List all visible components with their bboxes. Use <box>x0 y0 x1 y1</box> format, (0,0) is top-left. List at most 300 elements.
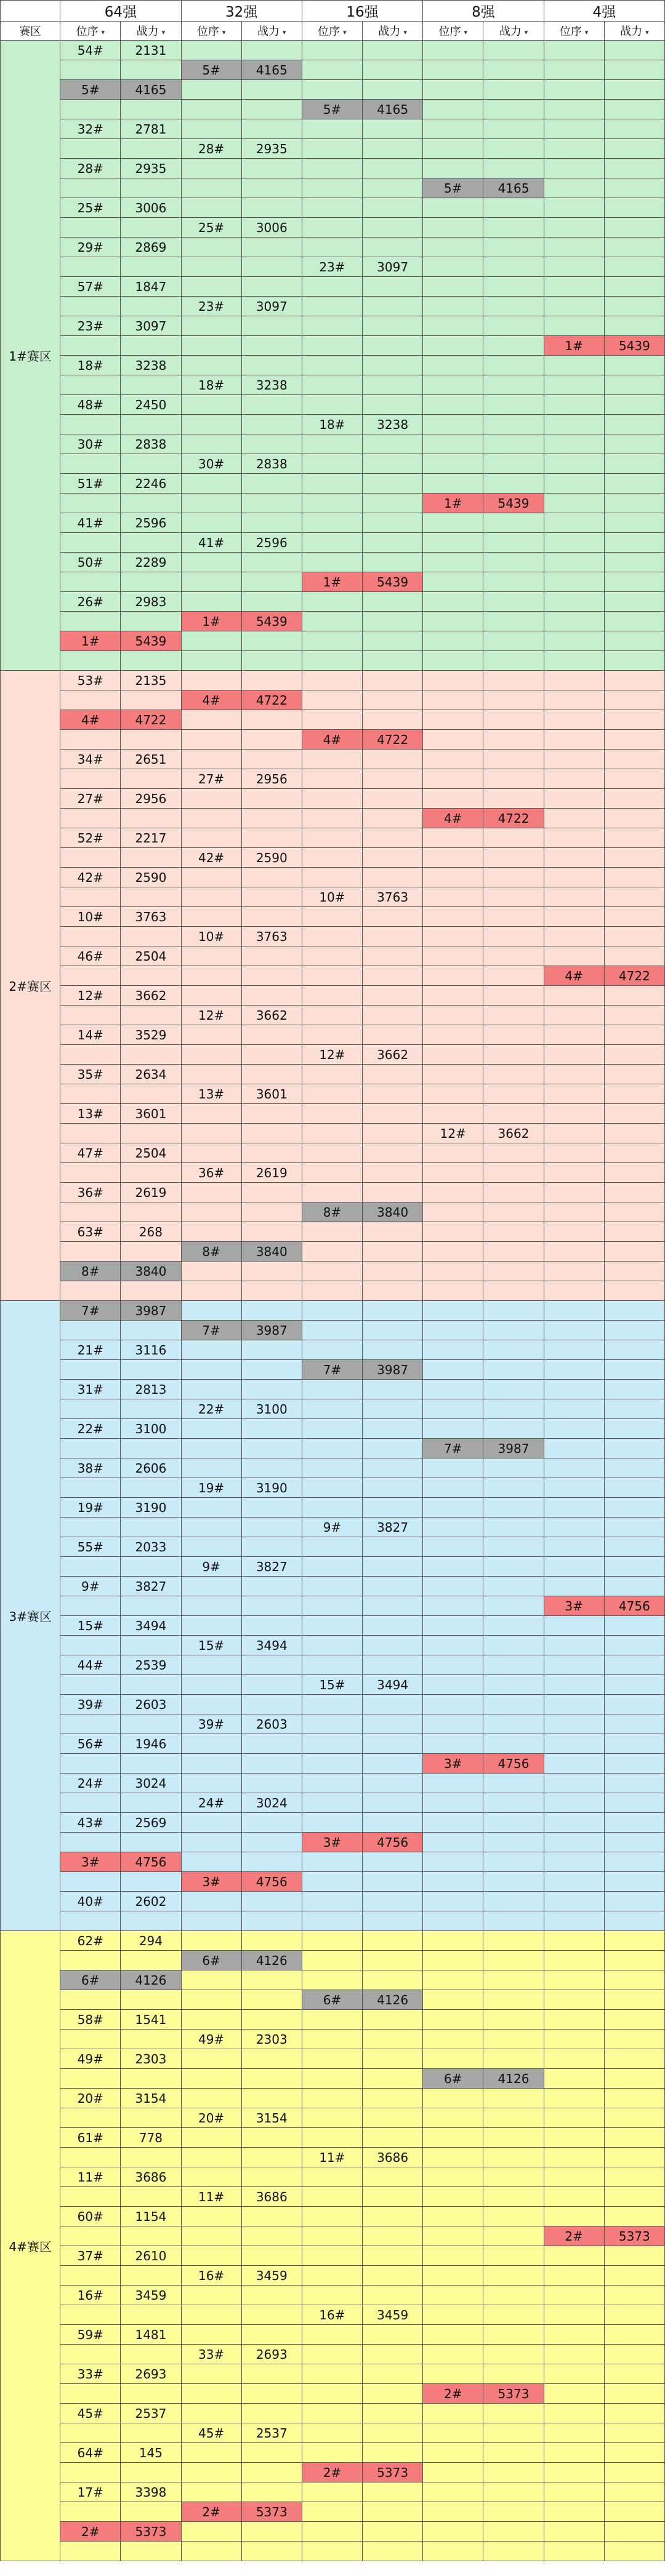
empty-cell <box>181 316 241 336</box>
position-cell: 2# <box>423 2384 483 2404</box>
empty-cell <box>302 769 362 789</box>
table-row <box>1 2128 665 2148</box>
empty-cell <box>604 139 664 159</box>
empty-cell <box>60 178 121 198</box>
empty-cell <box>181 1281 241 1301</box>
empty-cell <box>423 1892 483 1911</box>
position-cell: 22# <box>60 1419 121 1439</box>
empty-cell <box>363 1281 423 1301</box>
position-cell: 46# <box>60 946 121 966</box>
round-header-32: 32强 <box>181 1 302 22</box>
empty-cell <box>363 513 423 533</box>
empty-cell <box>483 198 544 218</box>
empty-cell <box>544 809 604 828</box>
empty-cell <box>241 316 302 336</box>
empty-cell <box>483 1931 544 1951</box>
empty-cell <box>121 454 181 474</box>
power-cell: 4756 <box>241 1872 302 1892</box>
empty-cell <box>604 868 664 887</box>
empty-cell <box>544 159 604 178</box>
empty-cell <box>423 868 483 887</box>
empty-cell <box>363 2482 423 2502</box>
power-cell: 2217 <box>121 828 181 848</box>
empty-cell <box>60 1439 121 1458</box>
empty-cell <box>604 2502 664 2522</box>
empty-cell <box>483 1202 544 1222</box>
empty-cell <box>241 356 302 375</box>
empty-cell <box>60 2226 121 2246</box>
empty-cell <box>483 1222 544 1242</box>
empty-cell <box>604 809 664 828</box>
empty-cell <box>544 454 604 474</box>
empty-cell <box>604 1143 664 1163</box>
empty-cell <box>302 60 362 80</box>
empty-cell <box>423 1163 483 1183</box>
empty-cell <box>363 1911 423 1931</box>
empty-cell <box>604 2010 664 2030</box>
empty-cell <box>423 434 483 454</box>
empty-cell <box>363 238 423 257</box>
empty-cell <box>121 2345 181 2364</box>
empty-cell <box>302 1104 362 1124</box>
empty-cell <box>363 198 423 218</box>
empty-cell <box>604 1458 664 1478</box>
empty-cell <box>544 277 604 297</box>
empty-cell <box>483 41 544 60</box>
empty-cell <box>604 1025 664 1045</box>
empty-cell <box>604 927 664 946</box>
empty-cell <box>544 592 604 612</box>
empty-cell <box>363 1754 423 1774</box>
empty-cell <box>60 454 121 474</box>
power-cell: 4722 <box>483 809 544 828</box>
empty-cell <box>60 218 121 238</box>
empty-cell <box>302 1498 362 1518</box>
position-cell: 20# <box>60 2089 121 2108</box>
empty-cell <box>60 1990 121 2010</box>
empty-cell <box>423 2542 483 2561</box>
empty-cell <box>423 1714 483 1734</box>
position-cell: 64# <box>60 2443 121 2463</box>
power-cell: 2956 <box>241 769 302 789</box>
empty-cell <box>363 1025 423 1045</box>
empty-cell <box>241 2069 302 2089</box>
empty-cell <box>423 1990 483 2010</box>
empty-cell <box>483 690 544 710</box>
empty-cell <box>604 1951 664 1970</box>
empty-cell <box>483 2502 544 2522</box>
empty-cell <box>363 2286 423 2305</box>
empty-cell <box>241 395 302 415</box>
empty-cell <box>181 986 241 1006</box>
empty-cell <box>121 1754 181 1774</box>
table-row <box>1 2345 665 2364</box>
position-cell: 60# <box>60 2207 121 2226</box>
empty-cell <box>181 1124 241 1143</box>
empty-cell <box>544 1695 604 1714</box>
empty-cell <box>544 1202 604 1222</box>
empty-cell <box>363 1596 423 1616</box>
table-row <box>1 1596 665 1616</box>
power-cell: 4165 <box>363 100 423 119</box>
empty-cell <box>241 651 302 671</box>
empty-cell <box>121 533 181 553</box>
power-cell: 2693 <box>241 2345 302 2364</box>
empty-cell <box>423 1045 483 1065</box>
empty-cell <box>241 474 302 494</box>
zone-label: 2#赛区 <box>1 671 60 1301</box>
empty-cell <box>483 1321 544 1340</box>
empty-cell <box>302 2089 362 2108</box>
power-cell: 3763 <box>121 907 181 927</box>
empty-cell <box>483 1281 544 1301</box>
empty-cell <box>60 651 121 671</box>
empty-cell <box>604 198 664 218</box>
empty-cell <box>544 1242 604 1262</box>
filter-dropdown-icon[interactable]: ▾ <box>161 28 166 36</box>
table-row <box>1 2108 665 2128</box>
empty-cell <box>181 474 241 494</box>
empty-cell <box>363 986 423 1006</box>
empty-cell <box>241 415 302 434</box>
empty-cell <box>423 1006 483 1025</box>
table-row <box>1 2010 665 2030</box>
position-cell: 28# <box>181 139 241 159</box>
table-row <box>1 868 665 887</box>
position-cell: 12# <box>60 986 121 1006</box>
empty-cell <box>241 1577 302 1596</box>
empty-cell <box>302 2364 362 2384</box>
empty-cell <box>302 868 362 887</box>
empty-cell <box>604 41 664 60</box>
power-cell: 2539 <box>121 1655 181 1675</box>
empty-cell <box>60 2423 121 2443</box>
empty-cell <box>544 100 604 119</box>
empty-cell <box>121 1675 181 1695</box>
empty-cell <box>60 966 121 986</box>
position-cell: 5# <box>423 178 483 198</box>
empty-cell <box>181 494 241 513</box>
empty-cell <box>604 2522 664 2542</box>
filter-dropdown-icon[interactable]: ▾ <box>645 28 649 36</box>
table-row <box>1 2482 665 2502</box>
empty-cell <box>483 631 544 651</box>
power-cell: 268 <box>121 1222 181 1242</box>
empty-cell <box>483 1793 544 1813</box>
empty-cell <box>604 375 664 395</box>
position-cell: 1# <box>302 572 362 592</box>
empty-cell <box>483 612 544 631</box>
position-cell: 2# <box>181 2502 241 2522</box>
empty-cell <box>181 257 241 277</box>
empty-cell <box>544 1833 604 1852</box>
empty-cell <box>60 257 121 277</box>
table-row <box>1 1655 665 1675</box>
position-cell: 9# <box>181 1557 241 1577</box>
position-cell: 19# <box>60 1498 121 1518</box>
empty-cell <box>483 257 544 277</box>
empty-cell <box>181 1892 241 1911</box>
empty-cell <box>302 1852 362 1872</box>
empty-cell <box>544 2443 604 2463</box>
position-cell: 49# <box>181 2030 241 2049</box>
empty-cell <box>483 750 544 769</box>
empty-cell <box>483 1143 544 1163</box>
empty-cell <box>544 1478 604 1498</box>
empty-cell <box>363 1163 423 1183</box>
empty-cell <box>241 1596 302 1616</box>
table-row <box>1 1143 665 1163</box>
empty-cell <box>302 218 362 238</box>
position-cell: 26# <box>60 592 121 612</box>
empty-cell <box>483 1104 544 1124</box>
empty-cell <box>241 198 302 218</box>
empty-cell <box>241 80 302 100</box>
empty-cell <box>423 710 483 730</box>
empty-cell <box>483 2207 544 2226</box>
empty-cell <box>302 1557 362 1577</box>
empty-cell <box>181 1340 241 1360</box>
empty-cell <box>363 1695 423 1714</box>
power-cell: 3827 <box>241 1557 302 1577</box>
empty-cell <box>363 2246 423 2266</box>
empty-cell <box>60 1911 121 1931</box>
empty-cell <box>423 2089 483 2108</box>
empty-cell <box>121 1439 181 1458</box>
empty-cell <box>604 1518 664 1537</box>
empty-cell <box>363 41 423 60</box>
empty-cell <box>181 1675 241 1695</box>
power-cell: 3686 <box>121 2167 181 2187</box>
empty-cell <box>241 2148 302 2167</box>
table-row <box>1 1714 665 1734</box>
empty-cell <box>241 1380 302 1399</box>
filter-dropdown-icon[interactable]: ▾ <box>283 28 286 36</box>
empty-cell <box>302 2325 362 2345</box>
position-cell: 2# <box>60 2522 121 2542</box>
empty-cell <box>483 986 544 1006</box>
empty-cell <box>181 809 241 828</box>
empty-cell <box>544 986 604 1006</box>
empty-cell <box>483 1872 544 1892</box>
power-cell: 2838 <box>121 434 181 454</box>
empty-cell <box>181 1301 241 1321</box>
empty-cell <box>483 533 544 553</box>
empty-cell <box>544 1045 604 1065</box>
empty-cell <box>544 1537 604 1557</box>
empty-cell <box>241 887 302 907</box>
empty-cell <box>241 2482 302 2502</box>
empty-cell <box>483 1655 544 1675</box>
empty-cell <box>302 356 362 375</box>
empty-cell <box>363 1970 423 1990</box>
empty-cell <box>604 1478 664 1498</box>
empty-cell <box>544 651 604 671</box>
empty-cell <box>604 986 664 1006</box>
empty-cell <box>483 572 544 592</box>
filter-dropdown-icon[interactable]: ▾ <box>343 28 347 36</box>
empty-cell <box>544 513 604 533</box>
empty-cell <box>604 572 664 592</box>
empty-cell <box>423 2167 483 2187</box>
table-row <box>1 1262 665 1281</box>
empty-cell <box>544 1951 604 1970</box>
empty-cell <box>604 395 664 415</box>
empty-cell <box>483 592 544 612</box>
position-cell: 15# <box>60 1616 121 1636</box>
empty-cell <box>60 2187 121 2207</box>
empty-cell <box>363 1439 423 1458</box>
power-cell: 5439 <box>121 631 181 651</box>
empty-cell <box>121 2463 181 2482</box>
empty-cell <box>121 1202 181 1222</box>
empty-cell <box>604 1537 664 1557</box>
empty-cell <box>483 1006 544 1025</box>
filter-dropdown-icon[interactable]: ▾ <box>584 28 589 36</box>
empty-cell <box>604 316 664 336</box>
empty-cell <box>544 1616 604 1636</box>
table-row <box>1 1813 665 1833</box>
empty-cell <box>604 1714 664 1734</box>
empty-cell <box>363 139 423 159</box>
position-cell: 25# <box>60 198 121 218</box>
filter-dropdown-icon[interactable]: ▾ <box>222 28 226 36</box>
power-cell: 294 <box>121 1931 181 1951</box>
empty-cell <box>544 80 604 100</box>
empty-cell <box>302 494 362 513</box>
empty-cell <box>241 1911 302 1931</box>
zone-label: 1#赛区 <box>1 41 60 671</box>
table-row <box>1 434 665 454</box>
position-cell: 27# <box>181 769 241 789</box>
table-row <box>1 415 665 434</box>
filter-dropdown-icon[interactable]: ▾ <box>403 28 407 36</box>
empty-cell <box>423 1872 483 1892</box>
empty-cell <box>423 1655 483 1675</box>
position-cell: 30# <box>60 434 121 454</box>
empty-cell <box>483 375 544 395</box>
empty-cell <box>60 1596 121 1616</box>
power-cell: 3840 <box>241 1242 302 1262</box>
empty-cell <box>423 2187 483 2207</box>
filter-dropdown-icon[interactable]: ▾ <box>524 28 528 36</box>
empty-cell <box>604 2069 664 2089</box>
empty-cell <box>604 553 664 572</box>
filter-dropdown-icon[interactable]: ▾ <box>464 28 468 36</box>
empty-cell <box>181 1931 241 1951</box>
empty-cell <box>181 1911 241 1931</box>
empty-cell <box>181 1655 241 1675</box>
position-cell: 13# <box>181 1084 241 1104</box>
empty-cell <box>181 2167 241 2187</box>
empty-cell <box>363 395 423 415</box>
power-cell: 3601 <box>241 1084 302 1104</box>
empty-cell <box>60 809 121 828</box>
empty-cell <box>363 2049 423 2069</box>
power-cell: 3662 <box>363 1045 423 1065</box>
empty-cell <box>241 710 302 730</box>
empty-cell <box>241 1695 302 1714</box>
empty-cell <box>302 1321 362 1340</box>
empty-cell <box>363 2128 423 2148</box>
power-cell: 778 <box>121 2128 181 2148</box>
empty-cell <box>363 494 423 513</box>
table-row <box>1 690 665 710</box>
empty-cell <box>302 159 362 178</box>
empty-cell <box>483 1340 544 1360</box>
empty-cell <box>423 2226 483 2246</box>
empty-cell <box>363 2502 423 2522</box>
empty-cell <box>604 1754 664 1774</box>
empty-cell <box>241 1419 302 1439</box>
table-row <box>1 1892 665 1911</box>
empty-cell <box>604 2384 664 2404</box>
empty-cell <box>181 1222 241 1242</box>
empty-cell <box>423 927 483 946</box>
empty-cell <box>60 927 121 946</box>
empty-cell <box>241 553 302 572</box>
empty-cell <box>423 1813 483 1833</box>
empty-cell <box>604 1183 664 1202</box>
column-header-label: 战力 <box>499 25 522 38</box>
empty-cell <box>363 927 423 946</box>
empty-cell <box>363 1419 423 1439</box>
empty-cell <box>604 297 664 316</box>
empty-cell <box>181 2049 241 2069</box>
empty-cell <box>121 2542 181 2561</box>
empty-cell <box>483 60 544 80</box>
table-row <box>1 572 665 592</box>
empty-cell <box>483 789 544 809</box>
empty-cell <box>363 2266 423 2286</box>
empty-cell <box>241 907 302 927</box>
empty-cell <box>60 2305 121 2325</box>
power-cell: 4126 <box>483 2069 544 2089</box>
empty-cell <box>241 2010 302 2030</box>
empty-cell <box>423 2364 483 2384</box>
empty-cell <box>604 828 664 848</box>
empty-cell <box>604 1774 664 1793</box>
empty-cell <box>544 750 604 769</box>
empty-cell <box>423 1951 483 1970</box>
empty-cell <box>302 710 362 730</box>
empty-cell <box>302 198 362 218</box>
position-cell: 27# <box>60 789 121 809</box>
filter-dropdown-icon[interactable]: ▾ <box>101 28 105 36</box>
empty-cell <box>483 2286 544 2305</box>
empty-cell <box>60 375 121 395</box>
empty-cell <box>544 1813 604 1833</box>
position-cell: 38# <box>60 1458 121 1478</box>
table-row <box>1 730 665 750</box>
empty-cell <box>302 119 362 139</box>
position-cell: 52# <box>60 828 121 848</box>
power-cell: 4126 <box>363 1990 423 2010</box>
table-row <box>1 1577 665 1596</box>
table-row <box>1 2089 665 2108</box>
empty-cell <box>423 375 483 395</box>
empty-cell <box>181 1616 241 1636</box>
empty-cell <box>60 415 121 434</box>
table-row <box>1 1793 665 1813</box>
table-row <box>1 1419 665 1439</box>
empty-cell <box>604 100 664 119</box>
power-cell: 4722 <box>241 690 302 710</box>
position-cell: 3# <box>544 1596 604 1616</box>
position-cell: 1# <box>60 631 121 651</box>
empty-cell <box>181 1833 241 1852</box>
table-row <box>1 356 665 375</box>
